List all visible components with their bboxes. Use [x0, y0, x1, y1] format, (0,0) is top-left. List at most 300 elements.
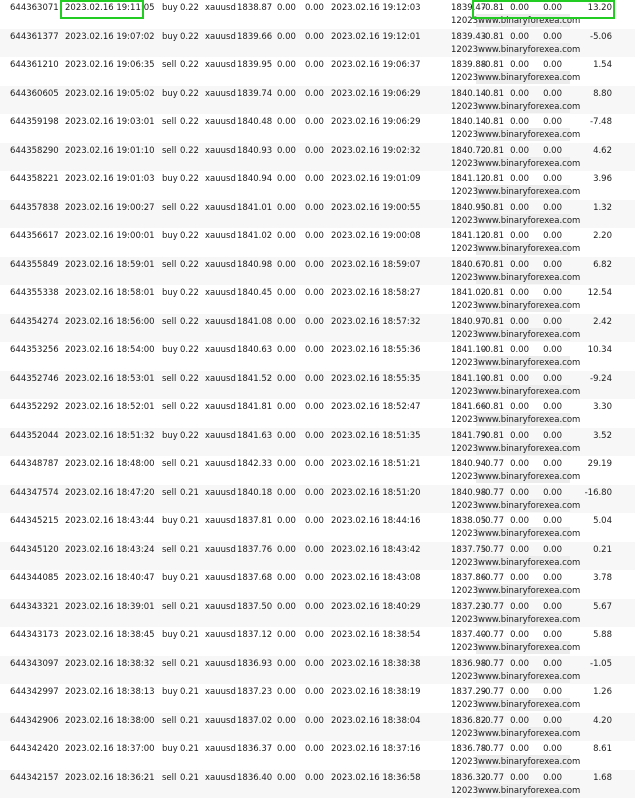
size-cell: 0.22: [180, 31, 199, 42]
size-cell: 0.21: [180, 715, 199, 726]
code-cell: 12023: [451, 16, 479, 26]
profit-cell: 12.54: [587, 288, 612, 298]
table-row[interactable]: [0, 257, 635, 286]
symbol-cell: xauusd: [205, 145, 236, 156]
take-profit-cell: 0.00: [305, 601, 324, 612]
type-cell: buy: [162, 430, 178, 441]
open-time-cell: 2023.02.16 18:40:47: [65, 573, 155, 583]
commission-cell: -0.77: [482, 744, 504, 754]
table-row[interactable]: [0, 171, 635, 200]
taxes-cell: 0.00: [510, 3, 529, 13]
open-price-cell: 1840.45: [237, 288, 273, 298]
profit-cell: -7.48: [590, 117, 612, 127]
table-row[interactable]: [0, 570, 635, 599]
swap-cell: 0.00: [543, 117, 562, 127]
stop-loss-cell: 0.00: [277, 202, 296, 213]
take-profit-cell: 0.00: [305, 316, 324, 327]
stop-loss-cell: 0.00: [277, 630, 296, 640]
take-profit-cell: 0.00: [305, 772, 324, 783]
swap-cell: 0.00: [543, 316, 562, 327]
table-row[interactable]: [0, 314, 635, 343]
take-profit-cell: 0.00: [305, 402, 324, 412]
symbol-cell: xauusd: [205, 573, 236, 583]
open-time-cell: 2023.02.16 18:38:00: [65, 715, 155, 726]
swap-cell: 0.00: [543, 715, 562, 726]
open-time-cell: 2023.02.16 18:53:01: [65, 373, 155, 384]
swap-cell: 0.00: [543, 573, 562, 583]
open-time-highlight: [60, 0, 144, 19]
open-price-cell: 1840.63: [237, 345, 273, 355]
stop-loss-cell: 0.00: [277, 88, 296, 99]
close-time-cell: 2023.02.16 18:43:08: [331, 573, 421, 583]
swap-cell: 0.00: [543, 174, 562, 184]
open-time-cell: 2023.02.16 18:56:00: [65, 316, 155, 327]
commission-cell: -0.77: [482, 687, 504, 697]
table-row[interactable]: [0, 86, 635, 115]
stop-loss-cell: 0.00: [277, 31, 296, 42]
take-profit-cell: 0.00: [305, 630, 324, 640]
website-cell: www.binaryforexea.com: [478, 215, 581, 226]
take-profit-cell: 0.00: [305, 430, 324, 441]
taxes-cell: 0.00: [510, 174, 529, 184]
size-cell: 0.22: [180, 174, 199, 184]
stop-loss-cell: 0.00: [277, 687, 296, 697]
open-price-cell: 1840.98: [237, 259, 273, 270]
profit-cell: -16.80: [584, 487, 612, 498]
take-profit-cell: 0.00: [305, 3, 324, 13]
symbol-cell: xauusd: [205, 345, 236, 355]
take-profit-cell: 0.00: [305, 31, 324, 42]
table-row[interactable]: [0, 200, 635, 229]
website-cell: www.binaryforexea.com: [478, 443, 581, 454]
open-time-cell: 2023.02.16 18:59:01: [65, 259, 155, 270]
profit-cell: 1.54: [593, 60, 612, 70]
size-cell: 0.22: [180, 231, 199, 241]
close-price-cell: 1836.32: [451, 772, 487, 783]
stop-loss-cell: 0.00: [277, 3, 296, 13]
open-time-cell: 2023.02.16 19:07:02: [65, 31, 155, 42]
profit-cell: 3.30: [593, 402, 612, 412]
taxes-cell: 0.00: [510, 772, 529, 783]
stop-loss-cell: 0.00: [277, 316, 296, 327]
symbol-cell: xauusd: [205, 772, 236, 783]
stop-loss-cell: 0.00: [277, 117, 296, 127]
ticket-cell: 644355849: [10, 259, 59, 270]
ticket-cell: 644347574: [10, 487, 59, 498]
open-price-cell: 1838.87: [237, 3, 273, 13]
stop-loss-cell: 0.00: [277, 715, 296, 726]
stop-loss-cell: 0.00: [277, 658, 296, 669]
close-time-cell: 2023.02.16 19:12:01: [331, 31, 421, 42]
commission-cell: -0.81: [482, 60, 504, 70]
type-cell: buy: [162, 3, 178, 13]
website-cell: www.binaryforexea.com: [478, 101, 581, 112]
symbol-cell: xauusd: [205, 430, 236, 441]
stop-loss-cell: 0.00: [277, 487, 296, 498]
commission-cell: -0.77: [482, 630, 504, 640]
code-cell: 12023: [451, 443, 479, 454]
size-cell: 0.21: [180, 516, 199, 526]
commission-cell: -0.77: [482, 573, 504, 583]
website-cell: www.binaryforexea.com: [478, 757, 581, 767]
open-time-cell: 2023.02.16 19:06:35: [65, 60, 155, 70]
ticket-cell: 644342906: [10, 715, 59, 726]
table-row[interactable]: [0, 485, 635, 514]
taxes-cell: 0.00: [510, 345, 529, 355]
open-time-cell: 2023.02.16 19:00:01: [65, 231, 155, 241]
open-price-cell: 1836.93: [237, 658, 273, 669]
close-time-cell: 2023.02.16 18:37:16: [331, 744, 421, 754]
take-profit-cell: 0.00: [305, 202, 324, 213]
open-price-cell: 1839.95: [237, 60, 273, 70]
close-price-cell: 1836.82: [451, 715, 487, 726]
table-row[interactable]: [0, 371, 635, 400]
close-price-cell: 1837.86: [451, 573, 487, 583]
close-time-cell: 2023.02.16 18:38:04: [331, 715, 421, 726]
table-row[interactable]: [0, 656, 635, 685]
commission-cell: -0.81: [482, 117, 504, 127]
take-profit-cell: 0.00: [305, 231, 324, 241]
symbol-cell: xauusd: [205, 544, 236, 555]
open-time-cell: 2023.02.16 19:01:10: [65, 145, 155, 156]
close-time-cell: 2023.02.16 18:40:29: [331, 601, 421, 612]
open-price-cell: 1841.81: [237, 402, 273, 412]
code-cell: 12023: [451, 244, 479, 254]
stop-loss-cell: 0.00: [277, 259, 296, 270]
open-time-cell: 2023.02.16 18:43:24: [65, 544, 155, 555]
code-cell: 12023: [451, 500, 479, 511]
close-price-cell: 1841.10: [451, 373, 487, 384]
close-price-cell: 1840.72: [451, 145, 487, 156]
profit-cell: 3.52: [593, 430, 612, 441]
profit-cell: 1.26: [593, 687, 612, 697]
ticket-cell: 644348787: [10, 459, 59, 469]
type-cell: sell: [162, 259, 177, 270]
profit-cell: 1.68: [593, 772, 612, 783]
code-cell: 12023: [451, 614, 479, 625]
table-row[interactable]: [0, 542, 635, 571]
stop-loss-cell: 0.00: [277, 772, 296, 783]
size-cell: 0.22: [180, 402, 199, 412]
open-time-cell: 2023.02.16 18:54:00: [65, 345, 155, 355]
profit-cell: -9.24: [590, 373, 612, 384]
code-cell: 12023: [451, 301, 479, 311]
stop-loss-cell: 0.00: [277, 402, 296, 412]
table-row[interactable]: [0, 29, 635, 58]
ticket-cell: 644343173: [10, 630, 59, 640]
commission-cell: -0.81: [482, 402, 504, 412]
take-profit-cell: 0.00: [305, 117, 324, 127]
type-cell: buy: [162, 31, 178, 42]
close-time-cell: 2023.02.16 19:00:55: [331, 202, 421, 213]
code-cell: 12023: [451, 73, 479, 83]
close-time-cell: 2023.02.16 18:52:47: [331, 402, 421, 412]
swap-cell: 0.00: [543, 744, 562, 754]
open-time-cell: 2023.02.16 18:47:20: [65, 487, 155, 498]
type-cell: sell: [162, 316, 177, 327]
stop-loss-cell: 0.00: [277, 174, 296, 184]
table-row[interactable]: [0, 228, 635, 257]
commission-cell: -0.77: [482, 715, 504, 726]
open-price-cell: 1841.01: [237, 202, 273, 213]
website-cell: www.binaryforexea.com: [478, 386, 581, 397]
taxes-cell: 0.00: [510, 516, 529, 526]
type-cell: buy: [162, 174, 178, 184]
table-row[interactable]: [0, 57, 635, 86]
taxes-cell: 0.00: [510, 658, 529, 669]
open-price-cell: 1839.74: [237, 88, 273, 99]
close-price-cell: 1837.23: [451, 601, 487, 612]
type-cell: sell: [162, 487, 177, 498]
table-row[interactable]: [0, 114, 635, 143]
close-price-cell: 1839.88: [451, 60, 487, 70]
code-cell: 12023: [451, 187, 479, 197]
code-cell: 12023: [451, 415, 479, 425]
symbol-cell: xauusd: [205, 373, 236, 384]
close-price-cell: 1839.47: [451, 3, 487, 13]
swap-cell: 0.00: [543, 487, 562, 498]
code-cell: 12023: [451, 728, 479, 739]
ticket-cell: 644361377: [10, 31, 59, 42]
stop-loss-cell: 0.00: [277, 288, 296, 298]
table-row[interactable]: [0, 456, 635, 485]
stop-loss-cell: 0.00: [277, 430, 296, 441]
take-profit-cell: 0.00: [305, 345, 324, 355]
close-time-cell: 2023.02.16 19:12:03: [331, 3, 421, 13]
symbol-cell: xauusd: [205, 516, 236, 526]
commission-cell: -0.77: [482, 772, 504, 783]
website-cell: www.binaryforexea.com: [478, 329, 581, 340]
ticket-cell: 644360605: [10, 88, 59, 99]
size-cell: 0.21: [180, 772, 199, 783]
code-cell: 12023: [451, 785, 479, 796]
take-profit-cell: 0.00: [305, 373, 324, 384]
swap-cell: 0.00: [543, 544, 562, 555]
size-cell: 0.22: [180, 316, 199, 327]
type-cell: buy: [162, 288, 178, 298]
ticket-cell: 644354274: [10, 316, 59, 327]
swap-cell: 0.00: [543, 516, 562, 526]
close-time-cell: 2023.02.16 18:51:20: [331, 487, 421, 498]
ticket-cell: 644343097: [10, 658, 59, 669]
taxes-cell: 0.00: [510, 145, 529, 156]
swap-cell: 0.00: [543, 31, 562, 42]
close-time-cell: 2023.02.16 18:36:58: [331, 772, 421, 783]
close-time-cell: 2023.02.16 18:51:21: [331, 459, 421, 469]
stop-loss-cell: 0.00: [277, 544, 296, 555]
website-cell: www.binaryforexea.com: [478, 16, 581, 26]
open-time-cell: 2023.02.16 18:58:01: [65, 288, 155, 298]
close-price-cell: 1840.97: [451, 316, 487, 327]
ticket-cell: 644352044: [10, 430, 59, 441]
profit-cell: 0.21: [593, 544, 612, 555]
take-profit-cell: 0.00: [305, 459, 324, 469]
size-cell: 0.21: [180, 630, 199, 640]
stop-loss-cell: 0.00: [277, 744, 296, 754]
type-cell: buy: [162, 516, 178, 526]
profit-cell: 4.62: [593, 145, 612, 156]
profit-cell: -1.05: [590, 658, 612, 669]
swap-cell: 0.00: [543, 3, 562, 13]
table-row[interactable]: [0, 627, 635, 656]
ticket-cell: 644358290: [10, 145, 59, 156]
close-time-cell: 2023.02.16 18:38:19: [331, 687, 421, 697]
type-cell: buy: [162, 687, 178, 697]
size-cell: 0.21: [180, 658, 199, 669]
symbol-cell: xauusd: [205, 744, 236, 754]
commission-cell: -0.77: [482, 487, 504, 498]
website-cell: www.binaryforexea.com: [478, 472, 581, 482]
open-price-cell: 1836.40: [237, 772, 273, 783]
type-cell: sell: [162, 202, 177, 213]
open-price-cell: 1837.68: [237, 573, 273, 583]
symbol-cell: xauusd: [205, 60, 236, 70]
symbol-cell: xauusd: [205, 3, 236, 13]
open-time-cell: 2023.02.16 19:05:02: [65, 88, 155, 99]
stop-loss-cell: 0.00: [277, 345, 296, 355]
table-row[interactable]: [0, 285, 635, 314]
website-cell: www.binaryforexea.com: [478, 158, 581, 169]
take-profit-cell: 0.00: [305, 60, 324, 70]
table-row[interactable]: [0, 684, 635, 713]
website-cell: www.binaryforexea.com: [478, 557, 581, 568]
swap-cell: 0.00: [543, 231, 562, 241]
profit-cell: 13.20: [587, 3, 612, 13]
profit-cell: 5.04: [593, 516, 612, 526]
code-cell: 12023: [451, 472, 479, 482]
swap-cell: 0.00: [543, 259, 562, 270]
ticket-cell: 644356617: [10, 231, 59, 241]
swap-cell: 0.00: [543, 687, 562, 697]
type-cell: buy: [162, 573, 178, 583]
code-cell: 12023: [451, 358, 479, 368]
size-cell: 0.21: [180, 573, 199, 583]
close-price-cell: 1837.75: [451, 544, 487, 555]
ticket-cell: 644363071: [10, 3, 59, 13]
symbol-cell: xauusd: [205, 88, 236, 99]
type-cell: buy: [162, 231, 178, 241]
table-row[interactable]: [0, 428, 635, 457]
taxes-cell: 0.00: [510, 288, 529, 298]
code-cell: 12023: [451, 130, 479, 140]
stop-loss-cell: 0.00: [277, 231, 296, 241]
close-price-cell: 1841.79: [451, 430, 487, 441]
taxes-cell: 0.00: [510, 744, 529, 754]
open-price-cell: 1837.02: [237, 715, 273, 726]
table-row[interactable]: [0, 342, 635, 371]
code-cell: 12023: [451, 700, 479, 710]
swap-cell: 0.00: [543, 459, 562, 469]
swap-cell: 0.00: [543, 288, 562, 298]
table-row[interactable]: [0, 399, 635, 428]
take-profit-cell: 0.00: [305, 715, 324, 726]
profit-cell: 6.82: [593, 259, 612, 270]
stop-loss-cell: 0.00: [277, 373, 296, 384]
open-price-cell: 1837.81: [237, 516, 273, 526]
taxes-cell: 0.00: [510, 259, 529, 270]
commission-cell: -0.81: [482, 259, 504, 270]
profit-cell: 8.80: [593, 88, 612, 99]
ticket-cell: 644361210: [10, 60, 59, 70]
open-time-cell: 2023.02.16 19:03:01: [65, 117, 155, 127]
website-cell: www.binaryforexea.com: [478, 415, 581, 425]
close-price-cell: 1838.05: [451, 516, 487, 526]
open-price-cell: 1839.66: [237, 31, 273, 42]
close-time-cell: 2023.02.16 18:58:27: [331, 288, 421, 298]
close-price-cell: 1840.98: [451, 487, 487, 498]
profit-cell: 1.32: [593, 202, 612, 213]
close-time-cell: 2023.02.16 18:55:36: [331, 345, 421, 355]
taxes-cell: 0.00: [510, 715, 529, 726]
close-price-cell: 1840.14: [451, 117, 487, 127]
close-time-cell: 2023.02.16 19:02:32: [331, 145, 421, 156]
website-cell: www.binaryforexea.com: [478, 272, 581, 283]
website-cell: www.binaryforexea.com: [478, 130, 581, 140]
code-cell: 12023: [451, 757, 479, 767]
profit-cell: 2.42: [593, 316, 612, 327]
taxes-cell: 0.00: [510, 402, 529, 412]
take-profit-cell: 0.00: [305, 687, 324, 697]
open-price-cell: 1840.48: [237, 117, 273, 127]
table-row[interactable]: [0, 143, 635, 172]
ticket-cell: 644342420: [10, 744, 59, 754]
website-cell: www.binaryforexea.com: [478, 73, 581, 83]
taxes-cell: 0.00: [510, 231, 529, 241]
size-cell: 0.22: [180, 373, 199, 384]
commission-cell: -0.81: [482, 202, 504, 213]
close-price-cell: 1839.43: [451, 31, 487, 42]
type-cell: buy: [162, 744, 178, 754]
take-profit-cell: 0.00: [305, 744, 324, 754]
commission-cell: -0.77: [482, 658, 504, 669]
close-time-cell: 2023.02.16 18:44:16: [331, 516, 421, 526]
size-cell: 0.22: [180, 3, 199, 13]
take-profit-cell: 0.00: [305, 544, 324, 555]
table-row[interactable]: [0, 741, 635, 770]
swap-cell: 0.00: [543, 345, 562, 355]
commission-cell: -0.81: [482, 373, 504, 384]
website-cell: www.binaryforexea.com: [478, 614, 581, 625]
symbol-cell: xauusd: [205, 715, 236, 726]
profit-highlight: [472, 0, 615, 19]
size-cell: 0.21: [180, 544, 199, 555]
commission-cell: -0.81: [482, 145, 504, 156]
ticket-cell: 644352746: [10, 373, 59, 384]
commission-cell: -0.81: [482, 3, 504, 13]
table-row[interactable]: [0, 513, 635, 542]
profit-cell: 29.19: [587, 459, 612, 469]
symbol-cell: xauusd: [205, 288, 236, 298]
taxes-cell: 0.00: [510, 202, 529, 213]
table-row[interactable]: [0, 770, 635, 799]
type-cell: sell: [162, 117, 177, 127]
close-price-cell: 1840.67: [451, 259, 487, 270]
close-price-cell: 1840.94: [451, 459, 487, 469]
swap-cell: 0.00: [543, 373, 562, 384]
commission-cell: -0.81: [482, 316, 504, 327]
take-profit-cell: 0.00: [305, 487, 324, 498]
website-cell: www.binaryforexea.com: [478, 529, 581, 539]
close-time-cell: 2023.02.16 18:43:42: [331, 544, 421, 555]
swap-cell: 0.00: [543, 402, 562, 412]
swap-cell: 0.00: [543, 430, 562, 441]
commission-cell: -0.77: [482, 544, 504, 555]
open-time-cell: 2023.02.16 18:38:32: [65, 658, 155, 669]
table-row[interactable]: [0, 599, 635, 628]
table-row[interactable]: [0, 713, 635, 742]
close-price-cell: 1836.78: [451, 744, 487, 754]
swap-cell: 0.00: [543, 60, 562, 70]
